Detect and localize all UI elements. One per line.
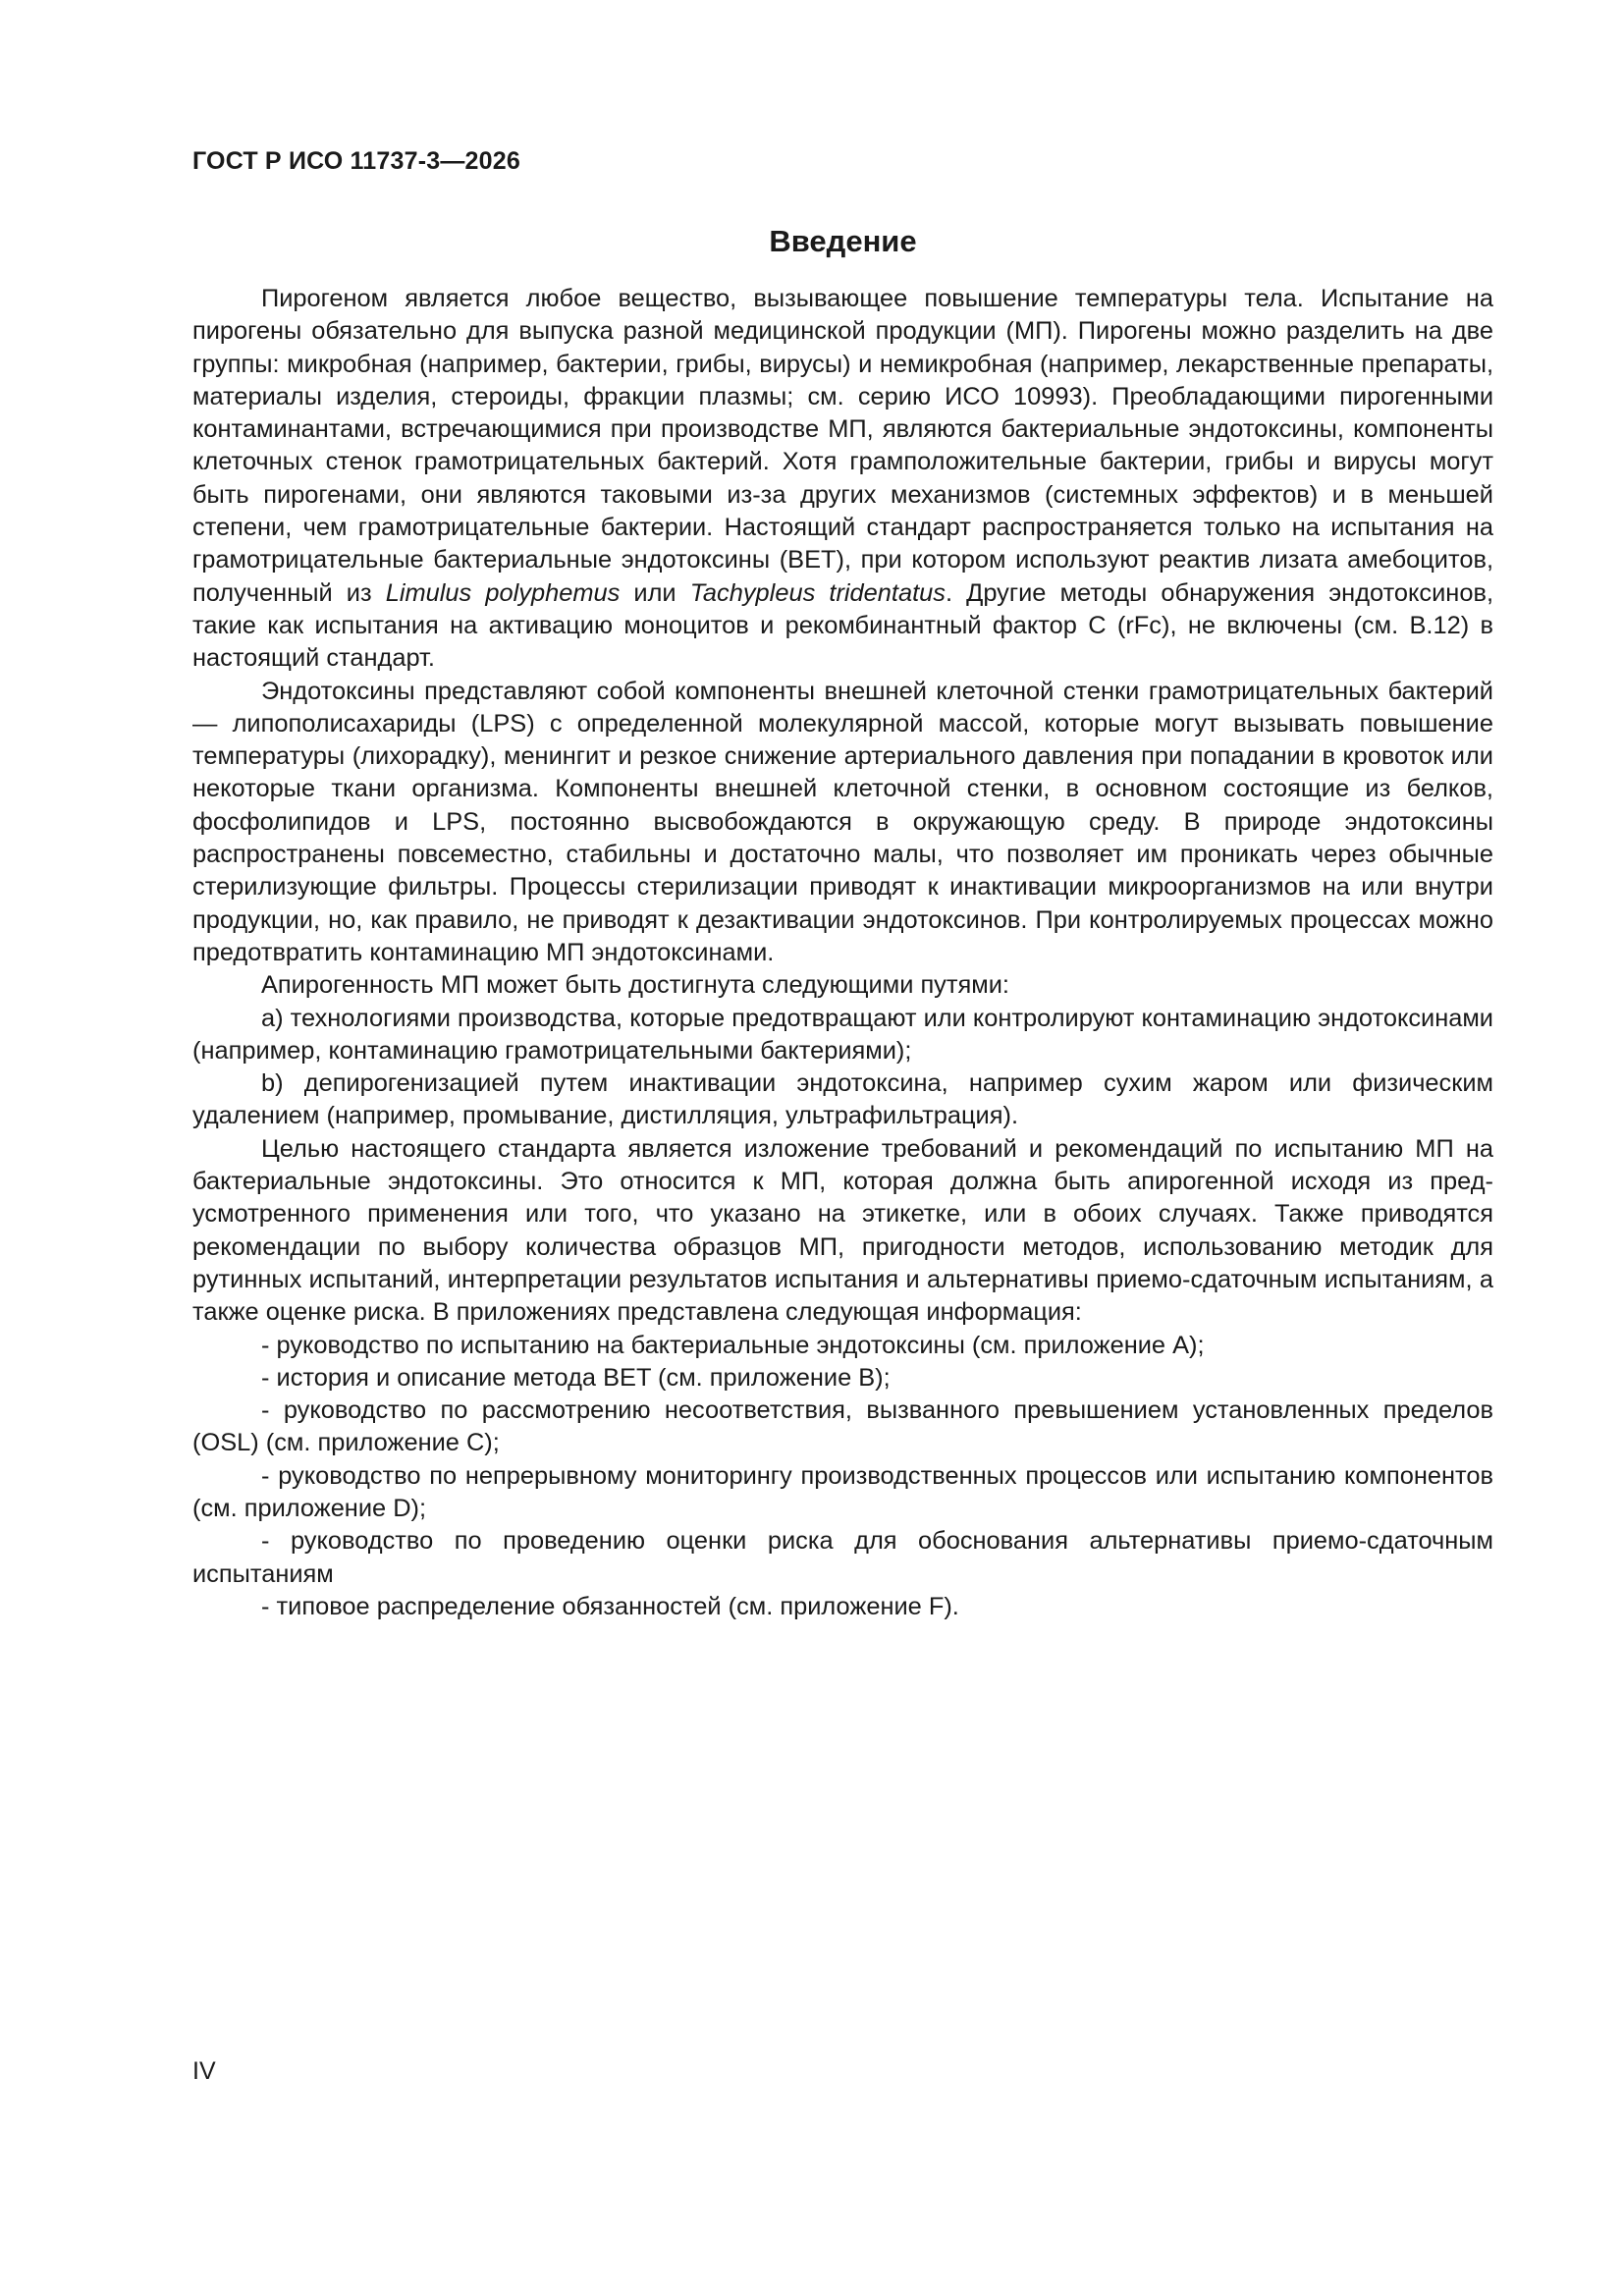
document-header: ГОСТ Р ИСО 11737-3—2026 bbox=[192, 147, 520, 175]
paragraph-1-text-a: Пирогеном является любое вещество, вызывающее повышение температуры тела. Испытание на пирогены обязательно для выпуска разной медицинской продукции (МП). Пирогены можно разделить на две группы: микробная (например, бактерии, грибы, вирусы) и немикробная (например, лекарственные препараты, материалы изделия, стероиды, фракции плазмы; см. серию ИСО 10993). Преобладающими пирогенными контаминантами, встречающимися при производстве МП, являются бактериальные эндотоксины, компоненты клеточных стенок грамотрицательных бактерий. Хотя грамположительные бактерии, грибы и вирусы могут быть пирогенами, они являются таковыми из-за других механизмов (системных эффектов) и в меньшей степени, чем грамотрицательные бактерии. Настоящий стандарт распространяется только на испытания на грамотрицательные бактериальные эндотоксины (BET), при котором используют реактив лизата амебоцитов, полученный из bbox=[192, 285, 1493, 607]
list-item: - руководство по непрерывному мониторингу производственных процессов или испытанию компонентов (см. приложение D); bbox=[192, 1461, 1493, 1522]
paragraph-6: Целью настоящего стандарта является изложение требований и рекомендаций по испытанию МП на бактериальные эндотоксины. Это относится к МП, которая должна быть апирогенной исходя из предусмотренного применения или того, что указано на этикетке, или в обоих случаях. Также приводятся рекомендации по выбору количества образцов МП, пригодности методов, использованию методик для рутинных испытаний, интерпретации результатов испытания и альтернативы приемо-сдаточным испытаниям, а также оценке риска. В приложениях представлена следующая информация: bbox=[192, 1134, 1493, 1327]
paragraph-1 bbox=[192, 283, 1493, 676]
list-item: - история и описание метода BET (см. приложение B); bbox=[261, 1363, 891, 1392]
paragraph-4: a) технологиями производства, которые предотвращают или контролируют контаминацию эндотоксинами (например, контаминацию грамотрицательными бактериями); bbox=[192, 1004, 1493, 1065]
paragraph-5: b) депирогенизацией путем инактивации эндотоксина, например сухим жаром или физическим удалением (например, промывание, дистилляция, ультрафильтрация). bbox=[192, 1069, 1493, 1130]
paragraph-2: Эндотоксины представляют собой компоненты внешней клеточной стенки грамотрицательных бактерий — липополисахариды (LPS) с определенной молекулярной массой, которые могут вызывать повышение температуры (лихорадку), менингит и резкое снижение артериального давления при попадании в кровоток или некоторые ткани организма. Компоненты внешней клеточной стенки, в основном состоящие из белков, фосфолипидов и LPS, постоянно высвобождаются в окружающую среду. В природе эндотоксины распространены повсеместно, стабильны и достаточно малы, что позволяет им проникать через обычные стерилизующие фильтры. Процессы стерилизации приводят к инактивации микроорганизмов на или внутри продукции, но, как правило, не приводят к дезактивации эндотоксинов. При контролируемых процессах можно предотвратить контаминацию МП эндотоксинами. bbox=[192, 677, 1493, 966]
species-name-1: Limulus polyphemus bbox=[385, 578, 621, 607]
body-text bbox=[192, 283, 1493, 1623]
list-item: - руководство по испытанию на бактериальные эндотоксины (см. приложение A); bbox=[261, 1331, 1205, 1359]
section-title: Введение bbox=[769, 224, 917, 258]
species-name-2: Tachypleus tridentatus bbox=[689, 578, 946, 607]
paragraph-1-text-c: . Другие методы обнаружения эндотоксинов, такие как испытания на активацию моноцитов и рекомбинантный фактор C (rFc), не включены (см. B.12) в настоящий стандарт. bbox=[192, 578, 1493, 673]
list-item: - руководство по проведению оценки риска для обоснования альтернативы приемо-сдаточным испытаниям bbox=[192, 1527, 1493, 1588]
page-number: IV bbox=[192, 2057, 216, 2085]
paragraph-1-text-b: или bbox=[620, 578, 690, 607]
paragraph-3: Апирогенность МП может быть достигнута следующими путями: bbox=[261, 971, 1009, 1000]
list-item: - типовое распределение обязанностей (см. приложение F). bbox=[261, 1592, 959, 1620]
list-item: - руководство по рассмотрению несоответствия, вызванного превышением установленных пределов (OSL) (см. приложение C); bbox=[192, 1396, 1493, 1457]
